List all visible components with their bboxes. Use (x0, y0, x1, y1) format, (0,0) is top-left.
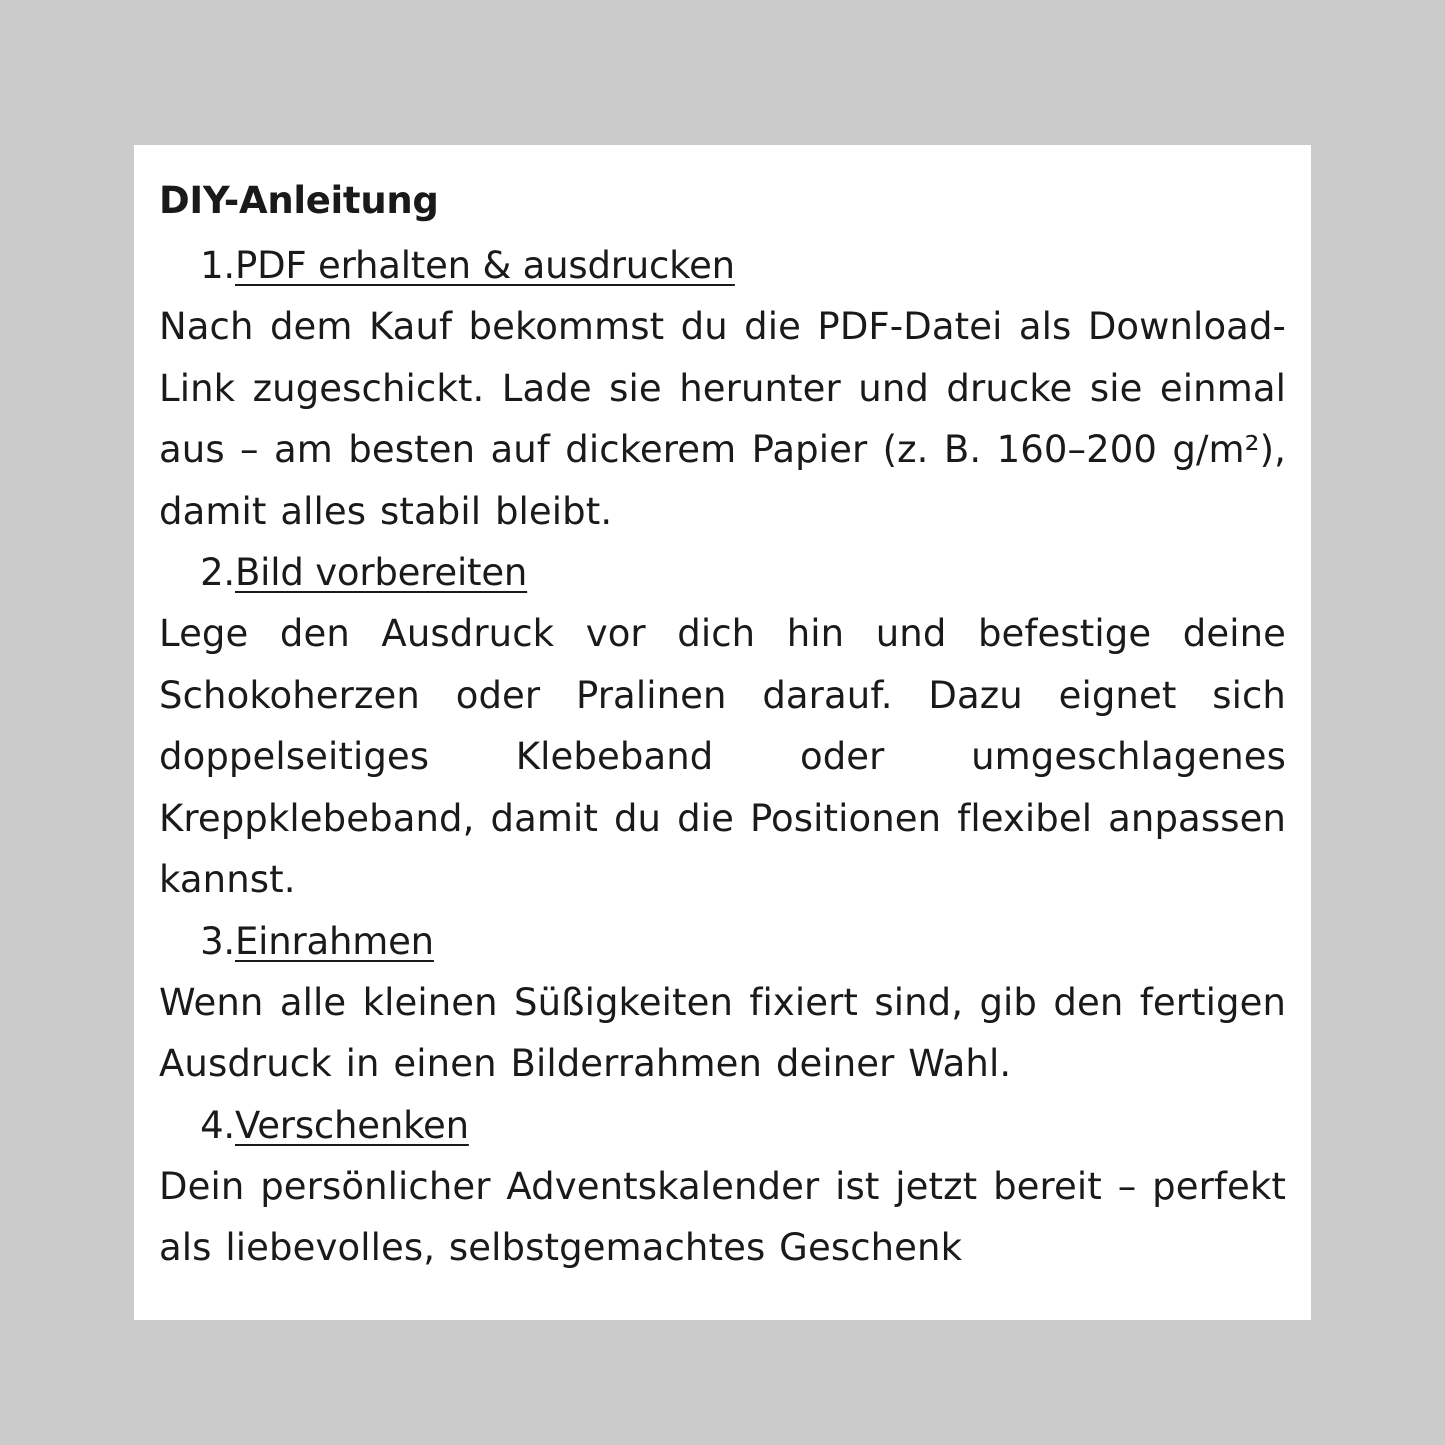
step-2-title: Bild vorbereiten (235, 551, 528, 594)
step-1-text: Nach dem Kauf bekommst du die PDF-Datei als Download-Link zugeschickt. Lade sie herunter und drucke sie einmal aus – am besten auf dickerem Papier (z. B. 160–200 g/m²), damit alles stabil bleibt. (159, 305, 1286, 533)
step-3-heading (159, 911, 1286, 972)
step-4-text: Dein persönlicher Adventskalender ist jetzt bereit – perfekt als liebevolles, selbstgemachtes Geschenk (159, 1164, 1286, 1269)
instruction-card (134, 145, 1311, 1320)
step-1-title: PDF erhalten & ausdrucken (235, 244, 735, 287)
step-2-number: 2. (200, 551, 235, 594)
step-2-heading (159, 542, 1286, 603)
step-3-title: Einrahmen (235, 919, 434, 963)
step-2-text: Lege den Ausdruck vor dich hin und befestige deine Schokoherzen oder Pralinen darauf. Dazu eignet sich doppelseitiges Klebeband oder umgeschlagenes Kreppklebeband, damit du die Positionen flexibel anpassen kannst. (159, 612, 1286, 901)
step-4-heading (159, 1095, 1286, 1156)
step-3-text: Wenn alle kleinen Süßigkeiten fixiert sind, gib den fertigen Ausdruck in einen Bilderrahmen deiner Wahl. (159, 980, 1286, 1085)
step-4-title: Verschenken (235, 1103, 469, 1147)
document-title: DIY-Anleitung (159, 179, 439, 222)
step-4-number: 4. (200, 1103, 235, 1147)
step-3-number: 3. (200, 919, 235, 963)
step-1-number: 1. (200, 244, 235, 287)
step-1-heading (159, 235, 1286, 296)
